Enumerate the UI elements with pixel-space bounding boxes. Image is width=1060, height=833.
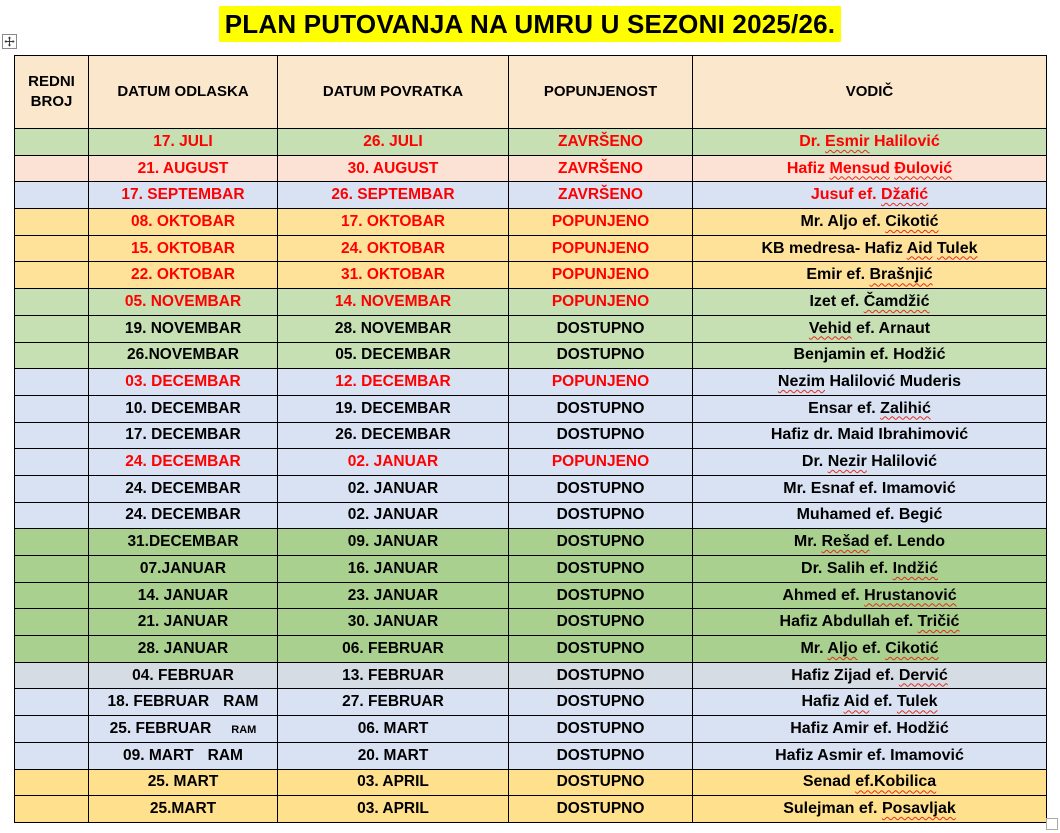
misspelled-word: Hrustanović [864,586,957,604]
table-row [15,475,1047,502]
departure-date: 17. JULI [153,132,213,150]
cell-vodic: Mr. Aljo ef. Cikotić [693,636,1047,663]
cell-datum-odlaska [89,395,278,422]
departure-date: 31.DECEMBAR [127,533,239,551]
cell-datum-povratka: 17. OKTOBAR [278,209,509,236]
cell-vodic: Emir ef. Brašnjić [693,262,1047,289]
table-row [15,182,1047,209]
cell-vodic: Ahmed ef. Hrustanović [693,582,1047,609]
misspelled-word: Nezim [777,373,826,391]
cell-redni-broj [15,395,89,422]
cell-datum-povratka: 26. SEPTEMBAR [278,182,509,209]
cell-popunjenost: DOSTUPNO [509,662,693,689]
cell-datum-odlaska [89,556,278,583]
cell-redni-broj [15,502,89,529]
cell-datum-povratka: 31. OKTOBAR [278,262,509,289]
table-row [15,662,1047,689]
cell-datum-povratka: 27. FEBRUAR [278,689,509,716]
cell-redni-broj [15,182,89,209]
cell-vodic: Senad ef.Kobilica [693,769,1047,796]
cell-datum-odlaska [89,182,278,209]
cell-popunjenost: DOSTUPNO [509,395,693,422]
cell-popunjenost: DOSTUPNO [509,422,693,449]
table-row [15,209,1047,236]
cell-datum-odlaska [89,636,278,663]
table-header [15,56,1047,129]
cell-datum-odlaska [89,769,278,796]
table-row [15,636,1047,663]
table-move-handle[interactable] [2,34,17,49]
misspelled-word: Zalihić [880,399,931,417]
misspelled-word: ef.Kobilica [855,773,937,791]
cell-redni-broj [15,155,89,182]
cell-datum-povratka: 06. MART [278,716,509,743]
cell-popunjenost: POPUNJENO [509,369,693,396]
misspelled-word: Tulek [936,239,978,257]
departure-date: 17. DECEMBAR [125,426,241,444]
cell-popunjenost: DOSTUPNO [509,582,693,609]
cell-popunjenost: DOSTUPNO [509,742,693,769]
table-row [15,262,1047,289]
cell-redni-broj [15,315,89,342]
cell-datum-odlaska [89,716,278,743]
table-row [15,689,1047,716]
departure-date: 18. FEBRUAR [107,693,210,711]
cell-datum-odlaska [89,289,278,316]
misspelled-word: Esmir [825,132,870,150]
departure-date: 25.MART [149,800,217,818]
cell-datum-odlaska [89,449,278,476]
cell-datum-povratka: 30. JANUAR [278,609,509,636]
cell-vodic: Mr. Aljo ef. Cikotić [693,209,1047,236]
cell-redni-broj [15,529,89,556]
cell-popunjenost: POPUNJENO [509,235,693,262]
table-row [15,556,1047,583]
table-row [15,369,1047,396]
cell-popunjenost: POPUNJENO [509,449,693,476]
departure-date: 21. AUGUST [137,159,229,177]
misspelled-word: Džafić [881,186,929,204]
cell-datum-odlaska [89,369,278,396]
cell-datum-povratka: 26. DECEMBAR [278,422,509,449]
cell-redni-broj [15,422,89,449]
cell-redni-broj [15,262,89,289]
cell-datum-odlaska [89,689,278,716]
cell-datum-odlaska [89,609,278,636]
cell-redni-broj [15,342,89,369]
cell-vodic: Mr. Esnaf ef. Imamović [693,475,1047,502]
cell-datum-odlaska [89,502,278,529]
departure-date: 10. DECEMBAR [125,399,241,417]
table-row [15,796,1047,823]
cell-popunjenost: DOSTUPNO [509,502,693,529]
misspelled-word: Đulović [894,159,953,177]
ramazan-tag: RAM [231,723,257,736]
cell-datum-povratka: 02. JANUAR [278,502,509,529]
misspelled-word: Tulek [896,693,938,711]
column-header-vodic: VODIČ [693,56,1047,129]
cell-datum-odlaska [89,235,278,262]
table-row [15,129,1047,156]
cell-redni-broj [15,636,89,663]
departure-date: 04. FEBRUAR [132,666,234,684]
ramazan-tag: RAM [207,746,243,764]
cell-datum-odlaska [89,262,278,289]
title-band [0,6,1060,42]
table-row [15,502,1047,529]
misspelled-word: Cikotić [885,212,939,230]
cell-vodic: Jusuf ef. Džafić [693,182,1047,209]
cell-datum-odlaska [89,422,278,449]
table-resize-handle[interactable] [1046,818,1058,830]
cell-vodic: Nezim Halilović Muderis [693,369,1047,396]
cell-datum-povratka: 20. MART [278,742,509,769]
column-header-redni-broj: REDNI BROJ [15,56,89,129]
departure-date: 05. NOVEMBAR [124,292,242,310]
departure-date: 25. MART [147,773,219,791]
table-row [15,609,1047,636]
cell-redni-broj [15,742,89,769]
departure-date: 19. NOVEMBAR [124,319,242,337]
cell-popunjenost: POPUNJENO [509,289,693,316]
cell-redni-broj [15,769,89,796]
departure-date: 25. FEBRUAR [109,719,212,737]
cell-datum-povratka: 24. OKTOBAR [278,235,509,262]
cell-datum-povratka: 03. APRIL [278,796,509,823]
table-row [15,315,1047,342]
departure-date: 21. JANUAR [137,613,229,631]
cell-redni-broj [15,129,89,156]
table-row [15,582,1047,609]
cell-vodic: Izet ef. Čamdžić [693,289,1047,316]
misspelled-word: Rešad [821,533,870,551]
cell-redni-broj [15,689,89,716]
cell-vodic: Dr. Nezir Halilović [693,449,1047,476]
cell-redni-broj [15,369,89,396]
cell-vodic: Dr. Salih ef. Indžić [693,556,1047,583]
cell-datum-povratka: 09. JANUAR [278,529,509,556]
misspelled-word: Tričić [917,613,960,631]
header-row [15,56,1047,129]
cell-vodic: Hafiz Abdullah ef. Tričić [693,609,1047,636]
cell-vodic: Hafiz dr. Maid Ibrahimović [693,422,1047,449]
table-row [15,395,1047,422]
departure-date: 07.JANUAR [139,559,227,577]
cell-datum-povratka: 03. APRIL [278,769,509,796]
departure-date: 03. DECEMBAR [125,373,241,391]
column-header-datum-povratka: DATUM POVRATKA [278,56,509,129]
cell-vodic: Hafiz Asmir ef. Imamović [693,742,1047,769]
departure-date: 22. OKTOBAR [131,266,235,284]
misspelled-word: Aljo [827,639,858,657]
cell-popunjenost: DOSTUPNO [509,315,693,342]
misspelled-word: Vehid [808,319,852,337]
table-row [15,342,1047,369]
cell-vodic: Sulejman ef. Posavljak [693,796,1047,823]
misspelled-word: Aid [906,239,933,257]
departure-date: 26.NOVEMBAR [127,346,239,364]
cell-popunjenost: DOSTUPNO [509,342,693,369]
misspelled-word: Mensud [829,159,890,177]
departure-date: 17. SEPTEMBAR [121,186,245,204]
cell-redni-broj [15,582,89,609]
cell-datum-odlaska [89,129,278,156]
misspelled-word: Dervić [898,666,948,684]
cell-datum-povratka: 30. AUGUST [278,155,509,182]
cell-vodic: Mr. Rešad ef. Lendo [693,529,1047,556]
departure-date: 24. DECEMBAR [125,479,241,497]
table-row [15,529,1047,556]
cell-datum-odlaska [89,209,278,236]
cell-vodic: Ensar ef. Zalihić [693,395,1047,422]
page-title: PLAN PUTOVANJA NA UMRU U SEZONI 2025/26. [219,6,841,42]
cell-popunjenost: DOSTUPNO [509,689,693,716]
cell-datum-odlaska [89,582,278,609]
cell-popunjenost: DOSTUPNO [509,769,693,796]
cell-popunjenost: ZAVRŠENO [509,182,693,209]
table-row [15,235,1047,262]
misspelled-word: Nezir [827,453,867,471]
cell-vodic: Hafiz Amir ef. Hodžić [693,716,1047,743]
cell-popunjenost: POPUNJENO [509,262,693,289]
misspelled-word: Aid [843,693,870,711]
table-row [15,716,1047,743]
departure-date: 15. OKTOBAR [131,239,235,257]
cell-datum-povratka: 02. JANUAR [278,475,509,502]
column-header-datum-odlaska: DATUM ODLASKA [89,56,278,129]
cell-popunjenost: ZAVRŠENO [509,129,693,156]
cell-datum-odlaska [89,475,278,502]
cell-datum-odlaska [89,796,278,823]
cell-datum-povratka: 16. JANUAR [278,556,509,583]
cell-redni-broj [15,662,89,689]
departure-date: 09. MART [123,746,194,764]
table-row [15,289,1047,316]
cell-vodic: Hafiz Zijad ef. Dervić [693,662,1047,689]
ramazan-tag: RAM [223,693,259,711]
cell-datum-povratka: 26. JULI [278,129,509,156]
cell-vodic: Hafiz Aid ef. Tulek [693,689,1047,716]
cell-redni-broj [15,556,89,583]
cell-vodic: Benjamin ef. Hodžić [693,342,1047,369]
cell-popunjenost: DOSTUPNO [509,716,693,743]
cell-redni-broj [15,716,89,743]
misspelled-word: Čamdžić [863,292,930,310]
departure-date: 08. OKTOBAR [131,212,235,230]
cell-popunjenost: DOSTUPNO [509,636,693,663]
cell-datum-povratka: 06. FEBRUAR [278,636,509,663]
misspelled-word: Posavljak [881,800,956,818]
cell-datum-povratka: 14. NOVEMBAR [278,289,509,316]
cell-vodic: KB medresa- Hafiz Aid Tulek [693,235,1047,262]
table-body [15,129,1047,823]
table-row [15,742,1047,769]
cell-redni-broj [15,289,89,316]
cell-vodic: Dr. Esmir Halilović [693,129,1047,156]
departure-date: 28. JANUAR [137,639,229,657]
cell-datum-povratka: 05. DECEMBAR [278,342,509,369]
cell-datum-povratka: 02. JANUAR [278,449,509,476]
cell-datum-odlaska [89,315,278,342]
cell-datum-povratka: 28. NOVEMBAR [278,315,509,342]
cell-popunjenost: DOSTUPNO [509,475,693,502]
cell-vodic: Vehid ef. Arnaut [693,315,1047,342]
departure-date: 24. DECEMBAR [125,506,241,524]
cell-datum-odlaska [89,742,278,769]
cell-datum-povratka: 23. JANUAR [278,582,509,609]
cell-redni-broj [15,209,89,236]
table-row [15,155,1047,182]
cell-datum-odlaska [89,662,278,689]
cell-datum-odlaska [89,342,278,369]
misspelled-word: Indžić [892,559,938,577]
cell-popunjenost: DOSTUPNO [509,796,693,823]
misspelled-word: Cikotić [885,639,939,657]
table-row [15,422,1047,449]
column-header-popunjenost: POPUNJENOST [509,56,693,129]
cell-datum-povratka: 12. DECEMBAR [278,369,509,396]
cell-popunjenost: DOSTUPNO [509,556,693,583]
cell-popunjenost: ZAVRŠENO [509,155,693,182]
misspelled-word: Brašnjić [869,266,933,284]
cell-vodic: Muhamed ef. Begić [693,502,1047,529]
departure-date: 24. DECEMBAR [125,453,241,471]
cell-popunjenost: POPUNJENO [509,209,693,236]
departure-date: 14. JANUAR [137,586,229,604]
cell-datum-odlaska [89,155,278,182]
cell-datum-povratka: 19. DECEMBAR [278,395,509,422]
cell-popunjenost: DOSTUPNO [509,609,693,636]
cell-redni-broj [15,235,89,262]
travel-plan-table [14,55,1047,823]
cell-popunjenost: DOSTUPNO [509,529,693,556]
table-row [15,449,1047,476]
table-row [15,769,1047,796]
cell-redni-broj [15,475,89,502]
move-icon [4,36,15,47]
cell-redni-broj [15,609,89,636]
cell-datum-povratka: 13. FEBRUAR [278,662,509,689]
cell-redni-broj [15,449,89,476]
cell-vodic: Hafiz Mensud Đulović [693,155,1047,182]
cell-datum-odlaska [89,529,278,556]
cell-redni-broj [15,796,89,823]
